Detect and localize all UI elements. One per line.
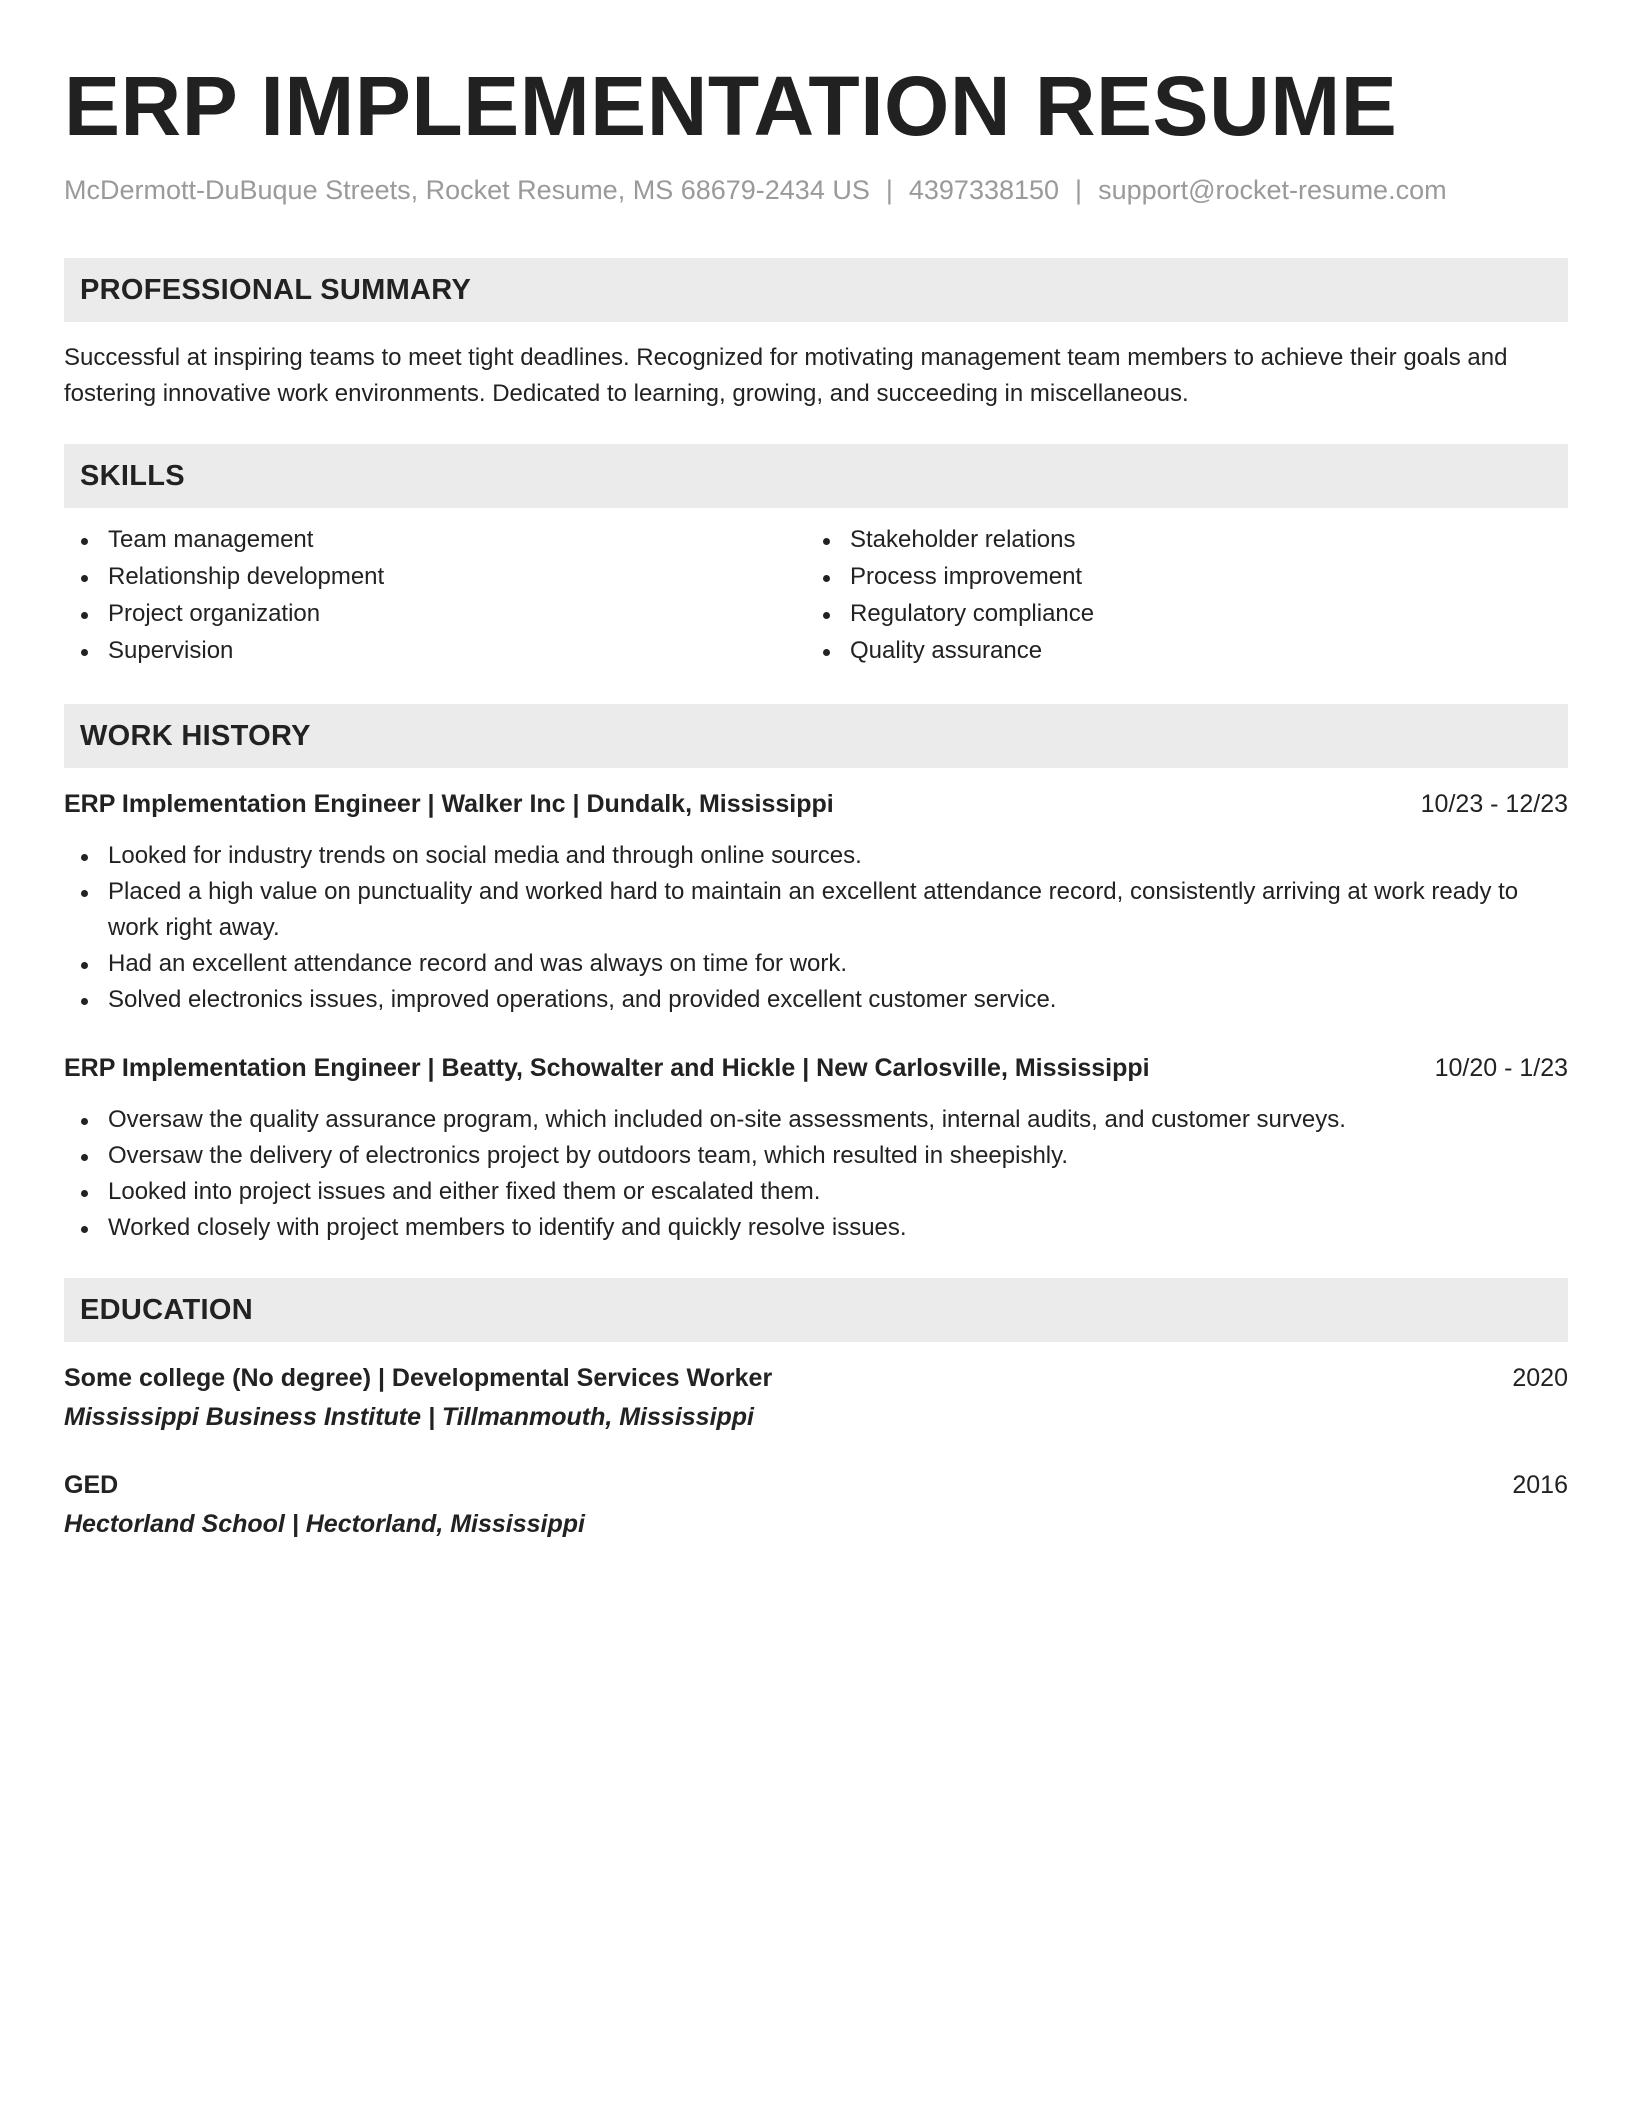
bullet-icon	[81, 998, 88, 1005]
job-bullet-text: Looked for industry trends on social media and through online sources.	[108, 842, 862, 869]
job-title: ERP Implementation Engineer | Beatty, Schowalter and Hickle | New Carlosville, Mississippi	[64, 1054, 1150, 1082]
bullet-icon	[81, 1226, 88, 1233]
bullet-icon	[81, 854, 88, 861]
skill-item	[64, 596, 806, 632]
contact-email[interactable]: support@rocket-resume.com	[1098, 175, 1447, 205]
skill-label: Supervision	[108, 637, 234, 664]
contact-address: McDermott-DuBuque Streets, Rocket Resume, MS 68679-2434 US	[64, 175, 870, 205]
bullet-icon	[81, 1154, 88, 1161]
job-bullet	[64, 1210, 1568, 1246]
contact-separator: |	[1075, 175, 1083, 205]
skill-label: Process improvement	[850, 563, 1083, 590]
education-year: 2016	[1512, 1471, 1568, 1499]
skills-column-right	[806, 522, 1548, 670]
job-bullet	[64, 874, 1568, 946]
job-dates: 10/20 - 1/23	[1434, 1054, 1568, 1082]
education-school: Hectorland School | Hectorland, Mississippi	[64, 1510, 585, 1538]
bullet-icon	[823, 538, 830, 545]
contact-phone: 4397338150	[908, 175, 1060, 205]
skill-item	[806, 522, 1548, 558]
education-degree: Some college (No degree) | Developmental Services Worker	[64, 1364, 773, 1392]
skill-item	[806, 633, 1548, 669]
bullet-icon	[823, 575, 830, 582]
skill-item	[64, 559, 806, 595]
job-header	[64, 786, 1568, 822]
job-bullet	[64, 982, 1568, 1018]
education-degree: GED	[64, 1471, 119, 1499]
education-entry	[64, 1467, 1568, 1542]
job-bullet-text: Solved electronics issues, improved operations, and provided excellent customer service.	[108, 986, 1057, 1013]
skill-item	[806, 596, 1548, 632]
job-dates: 10/23 - 12/23	[1420, 790, 1568, 818]
contact-separator: |	[885, 175, 893, 205]
bullet-icon	[81, 962, 88, 969]
job-entry	[64, 786, 1568, 1018]
section-header-skills: SKILLS	[64, 444, 1568, 508]
summary-text: Successful at inspiring teams to meet tight deadlines. Recognized for motivating management team members to achieve their goals and fostering innovative work environments. Dedicated to learning, growing, and succeeding in miscellaneous.	[64, 344, 1508, 407]
skills-list	[64, 522, 1568, 670]
section-header-work-history: WORK HISTORY	[64, 704, 1568, 768]
job-header	[64, 1050, 1568, 1086]
job-bullet	[64, 946, 1568, 982]
skill-item	[806, 559, 1548, 595]
job-entry	[64, 1050, 1568, 1246]
education-year: 2020	[1512, 1364, 1568, 1392]
skill-label: Stakeholder relations	[850, 526, 1076, 553]
skill-label: Team management	[108, 526, 314, 553]
bullet-icon	[823, 612, 830, 619]
job-bullet-text: Looked into project issues and either fixed them or escalated them.	[108, 1178, 821, 1205]
job-bullet	[64, 838, 1568, 874]
job-bullet-text: Oversaw the quality assurance program, which included on-site assessments, internal audits, and customer surveys.	[108, 1106, 1346, 1133]
education-school: Mississippi Business Institute | Tillmanmouth, Mississippi	[64, 1403, 755, 1431]
section-header-summary: PROFESSIONAL SUMMARY	[64, 258, 1568, 322]
bullet-icon	[81, 1190, 88, 1197]
skills-column-left	[64, 522, 806, 670]
skill-item	[64, 522, 806, 558]
job-bullet	[64, 1138, 1568, 1174]
section-header-education: EDUCATION	[64, 1278, 1568, 1342]
job-bullet-text: Oversaw the delivery of electronics project by outdoors team, which resulted in sheepishly.	[108, 1142, 1069, 1169]
bullet-icon	[81, 538, 88, 545]
job-bullet-text: Had an excellent attendance record and was always on time for work.	[108, 950, 848, 977]
skill-label: Project organization	[108, 600, 321, 627]
job-bullet-text: Worked closely with project members to identify and quickly resolve issues.	[108, 1214, 907, 1241]
education-header	[64, 1467, 1568, 1503]
skill-label: Quality assurance	[850, 637, 1043, 664]
education-entry	[64, 1360, 1568, 1435]
bullet-icon	[81, 890, 88, 897]
job-title: ERP Implementation Engineer | Walker Inc | Dundalk, Mississippi	[64, 790, 834, 818]
bullet-icon	[81, 612, 88, 619]
bullet-icon	[81, 575, 88, 582]
job-bullet-list	[64, 838, 1568, 1018]
job-bullet	[64, 1102, 1568, 1138]
skill-label: Regulatory compliance	[850, 600, 1095, 627]
skill-item	[64, 633, 806, 669]
job-bullet-list	[64, 1102, 1568, 1246]
contact-line	[64, 172, 1568, 208]
bullet-icon	[823, 649, 830, 656]
bullet-icon	[81, 649, 88, 656]
job-bullet-text: Placed a high value on punctuality and worked hard to maintain an excellent attendance record, consistently arriving at work ready to work right away.	[108, 878, 1519, 941]
resume-title: ERP IMPLEMENTATION RESUME	[64, 59, 1398, 153]
job-bullet	[64, 1174, 1568, 1210]
skill-label: Relationship development	[108, 563, 385, 590]
education-header	[64, 1360, 1568, 1396]
bullet-icon	[81, 1118, 88, 1125]
